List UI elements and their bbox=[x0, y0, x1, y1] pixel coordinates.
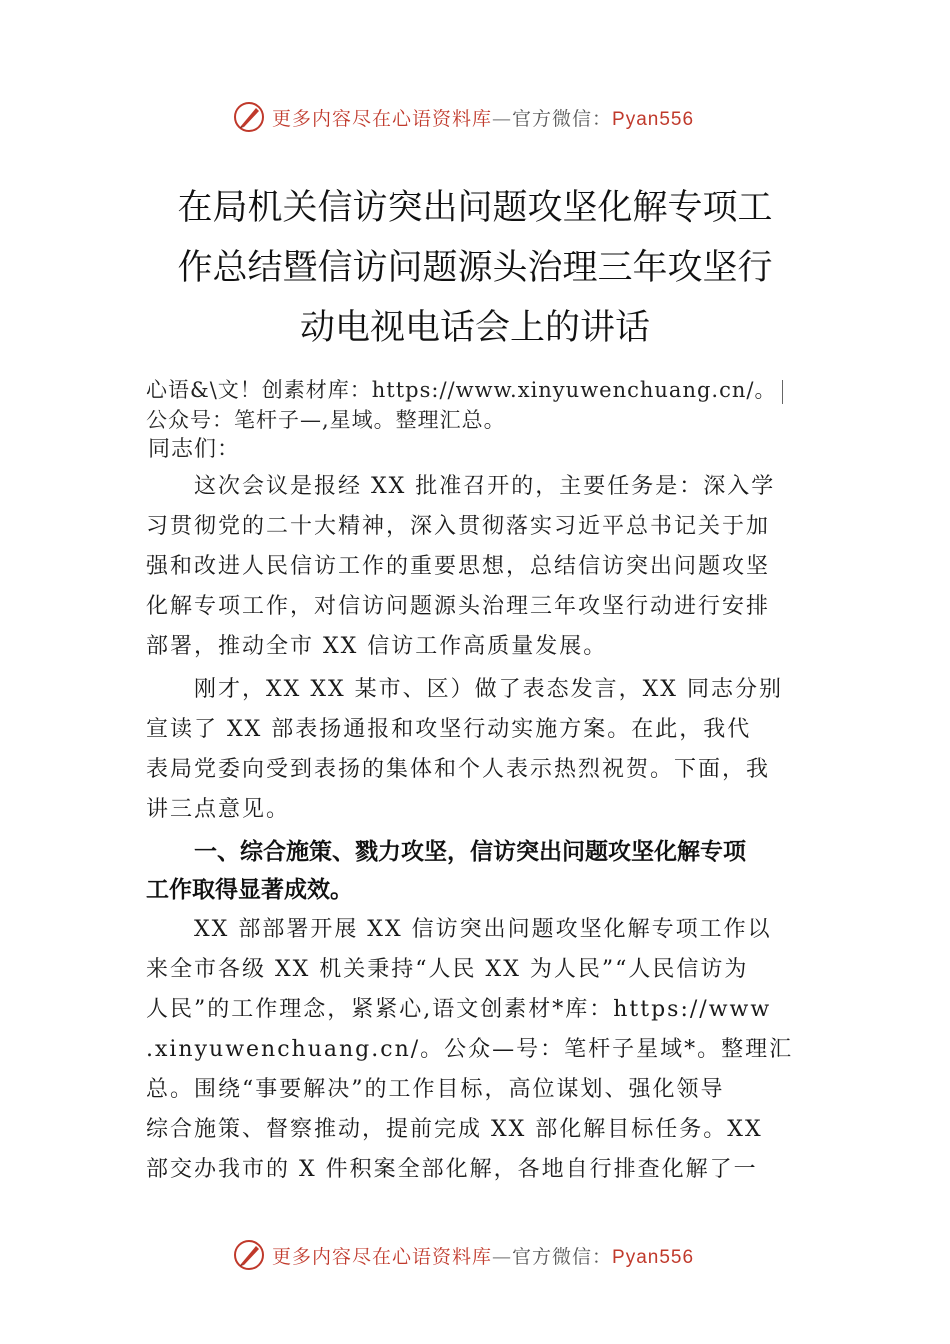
watermark-text: 更多内容尽在心语资料库—官方微信：Pyan556 bbox=[272, 1246, 695, 1268]
salutation: 同志们： bbox=[148, 437, 241, 462]
paragraph-line: 部署，推动全市 XX 信访工作高质量发展。 bbox=[146, 634, 608, 659]
watermark-footer bbox=[0, 1230, 950, 1280]
watermark-header bbox=[0, 92, 950, 142]
paragraph-1 bbox=[146, 467, 806, 667]
paragraph-line: 强和改进人民信访工作的重要思想，总结信访突出问题攻坚 bbox=[146, 554, 771, 579]
quill-seal-icon bbox=[232, 100, 266, 134]
heading-line-2: 工作取得显著成效。 bbox=[146, 877, 353, 903]
paragraph-line: .xinyuwenchuang.cn/。公众—号：笔杆子星域*。整理汇 bbox=[146, 1037, 794, 1062]
paragraph-line: 来全市各级 XX 机关秉持“人民 XX 为人民”“人民信访为 bbox=[146, 957, 749, 982]
paragraph-line: 化解专项工作，对信访问题源头治理三年攻坚行动进行安排 bbox=[146, 594, 771, 619]
document-title bbox=[140, 178, 810, 358]
section-heading-1 bbox=[146, 833, 808, 909]
paragraph-line: XX 部部署开展 XX 信访突出问题攻坚化解专项工作以 bbox=[194, 917, 772, 942]
paragraph-line: 综合施策、督察推动，提前完成 XX 部化解目标任务。XX bbox=[146, 1117, 763, 1142]
paragraph-line: 人民”的工作理念，紧紧心,语文创素材*库：https://www bbox=[146, 997, 772, 1022]
text-cursor bbox=[782, 380, 783, 404]
paragraph-line: 总。围绕“事要解决”的工作目标，高位谋划、强化领导 bbox=[146, 1077, 725, 1102]
title-line-1: 在局机关信访突出问题攻坚化解专项工 bbox=[177, 188, 773, 228]
title-line-3: 动电视电话会上的讲话 bbox=[299, 308, 650, 348]
paragraph-line: 习贯彻党的二十大精神，深入贯彻落实习近平总书记关于加 bbox=[146, 514, 771, 539]
paragraph-line: 表局党委向受到表扬的集体和个人表示热烈祝贺。下面，我 bbox=[146, 757, 771, 782]
title-line-2: 作总结暨信访问题源头治理三年攻坚行 bbox=[177, 248, 773, 288]
paragraph-3 bbox=[146, 910, 806, 1190]
paragraph-2 bbox=[146, 670, 806, 830]
source-line-1: 心语&\文！创素材库：https://www.xinyuwenchuang.cn/。 bbox=[146, 374, 783, 404]
source-line-2: 公众号：笔杆子—,星域。整理汇总。 bbox=[146, 408, 506, 432]
paragraph-line: 这次会议是报经 XX 批准召开的，主要任务是：深入学 bbox=[194, 474, 776, 499]
paragraph-line: 刚才，XX XX 某市、区）做了表态发言，XX 同志分别 bbox=[194, 677, 783, 702]
quill-seal-icon bbox=[232, 1238, 266, 1272]
watermark-text: 更多内容尽在心语资料库—官方微信：Pyan556 bbox=[272, 108, 695, 130]
paragraph-line: 部交办我市的 X 件积案全部化解，各地自行排查化解了一 bbox=[146, 1157, 758, 1182]
heading-line-1: 一、综合施策、戮力攻坚，信访突出问题攻坚化解专项 bbox=[194, 839, 746, 865]
paragraph-line: 宣读了 XX 部表扬通报和攻坚行动实施方案。在此，我代 bbox=[146, 717, 752, 742]
paragraph-line: 讲三点意见。 bbox=[146, 797, 291, 822]
